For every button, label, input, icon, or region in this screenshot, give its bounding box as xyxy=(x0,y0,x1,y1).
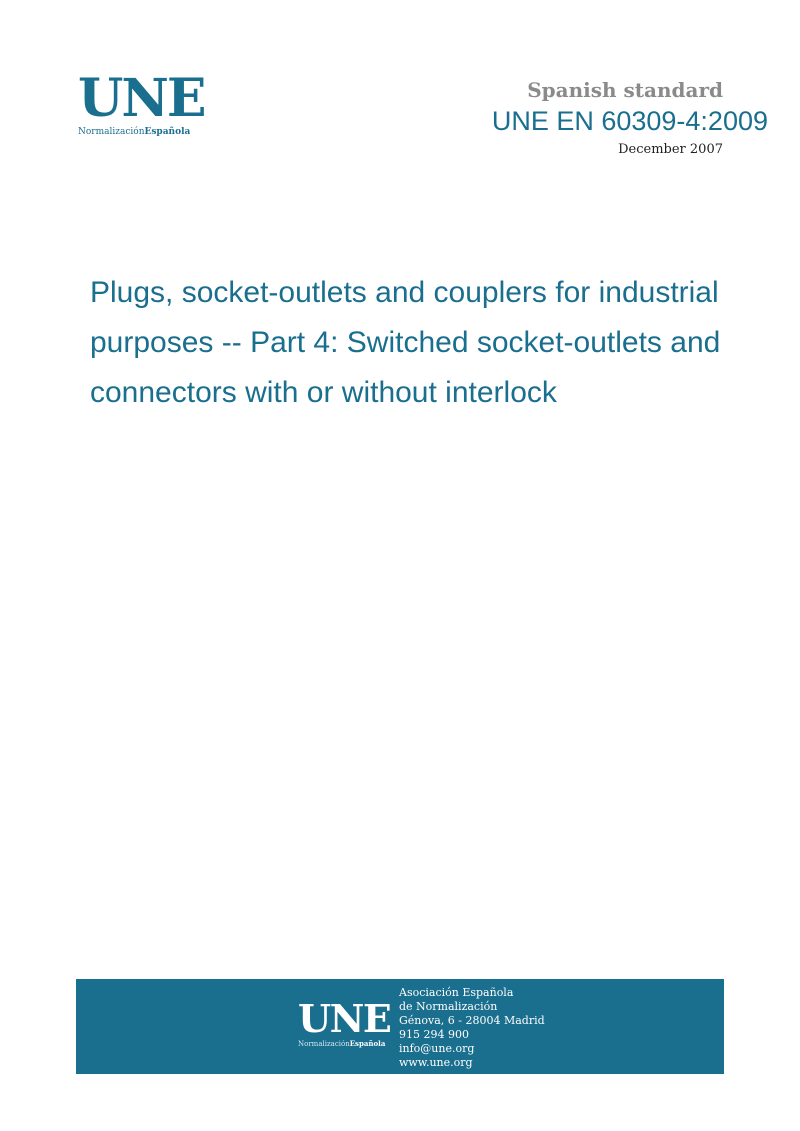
title-line: connectors with or without interlock xyxy=(90,376,557,409)
org-name-line-2: de Normalización xyxy=(399,1000,498,1013)
footer-logo-subtitle-left: Normalización xyxy=(298,1040,350,1048)
footer-logo-subtitle-right: Española xyxy=(349,1039,386,1048)
document-title xyxy=(90,268,780,418)
footer-band xyxy=(76,979,724,1074)
address: Génova, 6 - 28004 Madrid xyxy=(399,1014,545,1027)
standard-code: UNE EN 60309-4:2009 xyxy=(491,106,768,136)
title-line: Plugs, socket-outlets and couplers for industrial xyxy=(90,276,719,309)
logo-subtitle-right: Española xyxy=(144,127,191,137)
logo-subtitle-left: Normalización xyxy=(78,127,145,137)
org-name-line-1: Asociación Española xyxy=(399,986,514,999)
footer-logo-mark: UNE xyxy=(298,996,391,1041)
contact-info xyxy=(399,986,545,1070)
standard-type: Spanish standard xyxy=(527,78,723,102)
standard-header xyxy=(468,78,768,168)
title-line: purposes -- Part 4: Switched socket-outlets and xyxy=(90,326,721,359)
footer-logo-subtitle xyxy=(298,1039,390,1048)
une-logo xyxy=(78,68,205,137)
email-link[interactable]: info@une.org xyxy=(399,1042,475,1055)
website-link[interactable]: www.une.org xyxy=(399,1056,473,1069)
standard-date: December 2007 xyxy=(618,142,723,157)
une-logo-mark: UNE xyxy=(78,68,205,129)
footer-logo xyxy=(298,996,391,1048)
une-logo-subtitle xyxy=(78,127,198,137)
phone: 915 294 900 xyxy=(399,1028,469,1041)
